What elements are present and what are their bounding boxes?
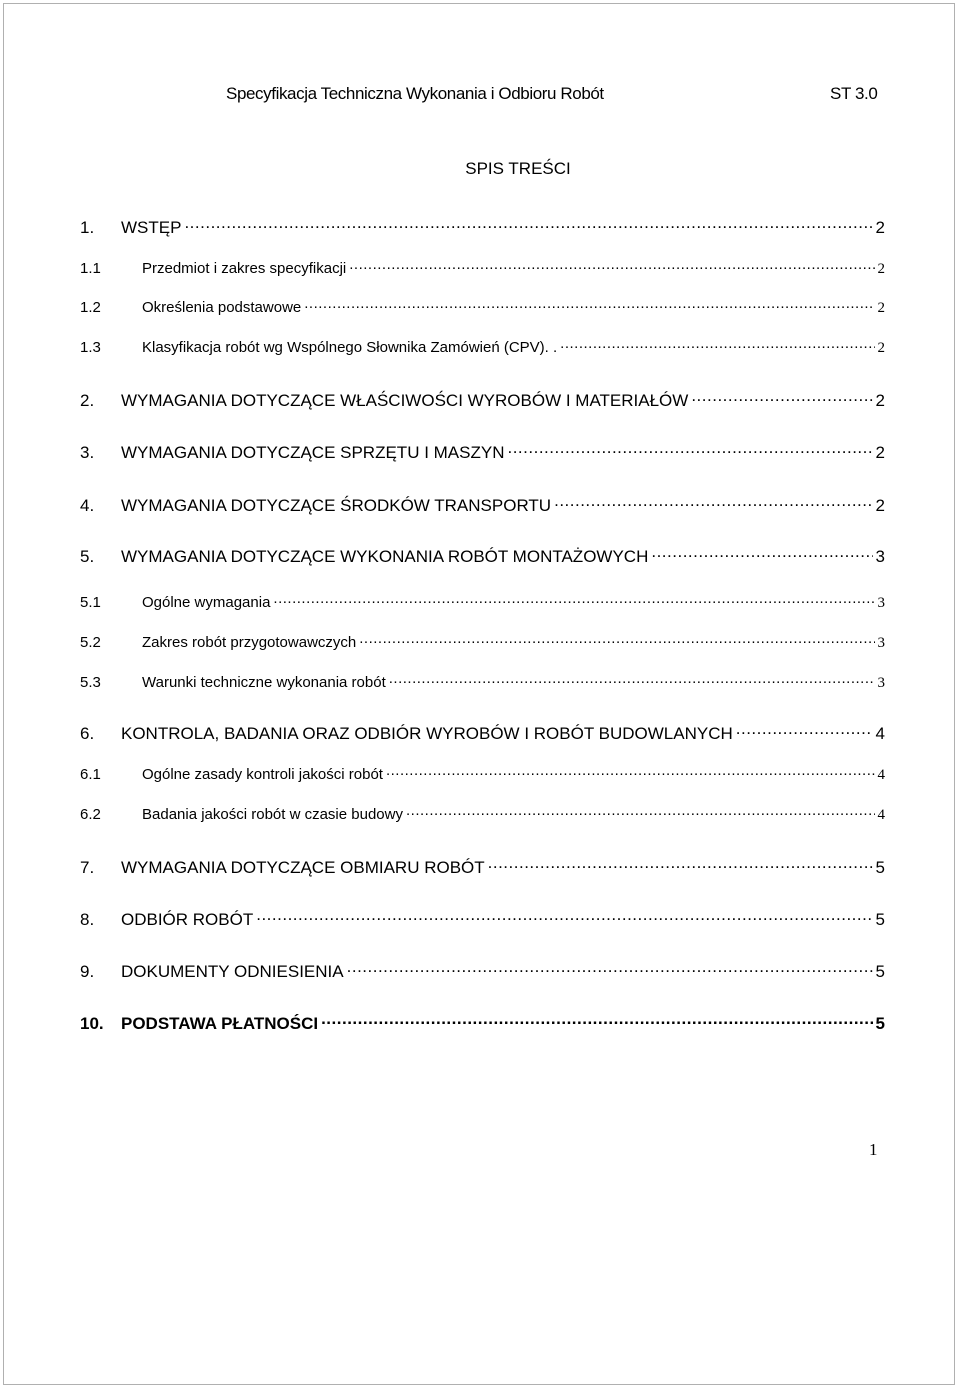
toc-entry[interactable] — [80, 337, 885, 357]
toc-entry-title: KONTROLA, BADANIA ORAZ ODBIÓR WYROBÓW I ROBÓT BUDOWLANYCH — [121, 724, 733, 743]
toc-entry-title: WYMAGANIA DOTYCZĄCE ŚRODKÓW TRANSPORTU — [121, 496, 552, 515]
toc-entry[interactable] — [80, 494, 885, 516]
dot-leader — [184, 216, 872, 233]
dot-leader — [347, 960, 873, 977]
dot-leader — [349, 258, 874, 273]
dot-leader — [560, 337, 874, 352]
toc-entry-number: 8. — [80, 910, 95, 929]
toc-entry-number: 2. — [80, 391, 95, 410]
toc-entry-title: Ogólne zasady kontroli jakości robót — [142, 766, 383, 783]
toc-entry-title: ODBIÓR ROBÓT — [121, 910, 254, 929]
toc-entry[interactable] — [80, 908, 885, 930]
dot-leader — [389, 672, 875, 687]
toc-entry-number: 5. — [80, 547, 95, 566]
toc-entry-page: 3 — [877, 675, 885, 691]
dot-leader — [736, 722, 873, 739]
toc-entry-number: 1. — [80, 218, 95, 237]
toc-entry-number: 6. — [80, 724, 95, 743]
toc-entry[interactable] — [80, 1012, 885, 1034]
toc-entry-page: 5 — [875, 858, 885, 877]
toc-entry-title: Zakres robót przygotowawczych — [142, 634, 357, 651]
toc-entry-title: DOKUMENTY ODNIESIENIA — [121, 962, 344, 981]
toc-entry-number: 5.2 — [80, 634, 101, 651]
dot-leader — [488, 856, 873, 873]
toc-entry[interactable] — [80, 804, 885, 824]
toc-entry[interactable] — [80, 258, 885, 278]
dot-leader — [406, 804, 875, 819]
toc-entry-title: WYMAGANIA DOTYCZĄCE WŁAŚCIWOŚCI WYROBÓW I MATERIAŁÓW — [121, 391, 689, 410]
toc-entry[interactable] — [80, 297, 885, 317]
dot-leader — [386, 764, 875, 779]
toc-entry-number: 1.2 — [80, 299, 101, 316]
toc-entry-page: 5 — [875, 1014, 885, 1033]
toc-entry-page: 5 — [875, 962, 885, 981]
toc-entry-page: 4 — [877, 767, 885, 783]
toc-entry-page: 4 — [875, 724, 885, 743]
dot-leader — [273, 592, 874, 607]
toc-entry-page: 4 — [877, 807, 885, 823]
toc-entry-title: Ogólne wymagania — [142, 594, 271, 611]
toc-entry-page: 3 — [877, 635, 885, 651]
toc-entry[interactable] — [80, 216, 885, 238]
toc-entry-number: 1.3 — [80, 339, 101, 356]
dot-leader — [256, 908, 872, 925]
toc-entry-title: Warunki techniczne wykonania robót — [142, 674, 386, 691]
toc-entry-number: 9. — [80, 962, 95, 981]
toc-heading: SPIS TREŚCI — [465, 159, 571, 178]
toc-entry[interactable] — [80, 722, 885, 744]
header-title: Specyfikacja Techniczna Wykonania i Odbioru Robót — [226, 84, 604, 103]
toc-entry-title: WSTĘP — [121, 218, 182, 237]
toc-entry-number: 5.1 — [80, 594, 101, 611]
dot-leader — [321, 1012, 872, 1029]
toc-entry-title: Przedmiot i zakres specyfikacji — [142, 260, 347, 277]
toc-entry-page: 3 — [875, 547, 885, 566]
dot-leader — [554, 494, 872, 511]
page-header — [0, 84, 960, 108]
toc-entry[interactable] — [80, 672, 885, 692]
toc-entry-title: Określenia podstawowe — [142, 299, 302, 316]
toc-entry-page: 2 — [877, 340, 885, 356]
toc-entry-page: 2 — [875, 496, 885, 515]
toc-entry-page: 5 — [875, 910, 885, 929]
toc-entry-page: 2 — [877, 261, 885, 277]
toc-entry[interactable] — [80, 441, 885, 463]
toc-entry[interactable] — [80, 856, 885, 878]
toc-entry-title: Badania jakości robót w czasie budowy — [142, 806, 403, 823]
header-spec-code: ST 3.0 — [830, 84, 878, 103]
toc-entry-number: 6.1 — [80, 766, 101, 783]
toc-entry-number: 1.1 — [80, 260, 101, 277]
toc-entry-page: 2 — [877, 300, 885, 316]
toc-entry-title: WYMAGANIA DOTYCZĄCE OBMIARU ROBÓT — [121, 858, 485, 877]
toc-entry-title: WYMAGANIA DOTYCZĄCE SPRZĘTU I MASZYN — [121, 443, 505, 462]
page-number: 1 — [869, 1140, 878, 1159]
toc-entry-number: 10. — [80, 1014, 104, 1033]
toc-entry-number: 6.2 — [80, 806, 101, 823]
toc-entry[interactable] — [80, 545, 885, 567]
toc-entry[interactable] — [80, 632, 885, 652]
dot-leader — [651, 545, 872, 562]
toc-entry-title: Klasyfikacja robót wg Wspólnego Słownika Zamówień (CPV). . — [142, 339, 558, 356]
toc-entry-number: 5.3 — [80, 674, 101, 691]
toc-entry[interactable] — [80, 389, 885, 411]
toc-entry[interactable] — [80, 764, 885, 784]
toc-entry[interactable] — [80, 960, 885, 982]
toc-entry-page: 2 — [875, 218, 885, 237]
toc-entry-title: WYMAGANIA DOTYCZĄCE WYKONANIA ROBÓT MONTAŻOWYCH — [121, 547, 649, 566]
dot-leader — [691, 389, 872, 406]
toc-entry-number: 3. — [80, 443, 95, 462]
dot-leader — [359, 632, 874, 647]
toc-entry-page: 2 — [875, 391, 885, 410]
dot-leader — [304, 297, 874, 312]
toc-entry[interactable] — [80, 592, 885, 612]
toc-entry-number: 4. — [80, 496, 95, 515]
dot-leader — [507, 441, 872, 458]
toc-entry-title: PODSTAWA PŁATNOŚCI — [121, 1014, 319, 1033]
toc-entry-page: 3 — [877, 595, 885, 611]
toc-entry-page: 2 — [875, 443, 885, 462]
toc-entry-number: 7. — [80, 858, 95, 877]
document-page — [3, 3, 955, 1385]
